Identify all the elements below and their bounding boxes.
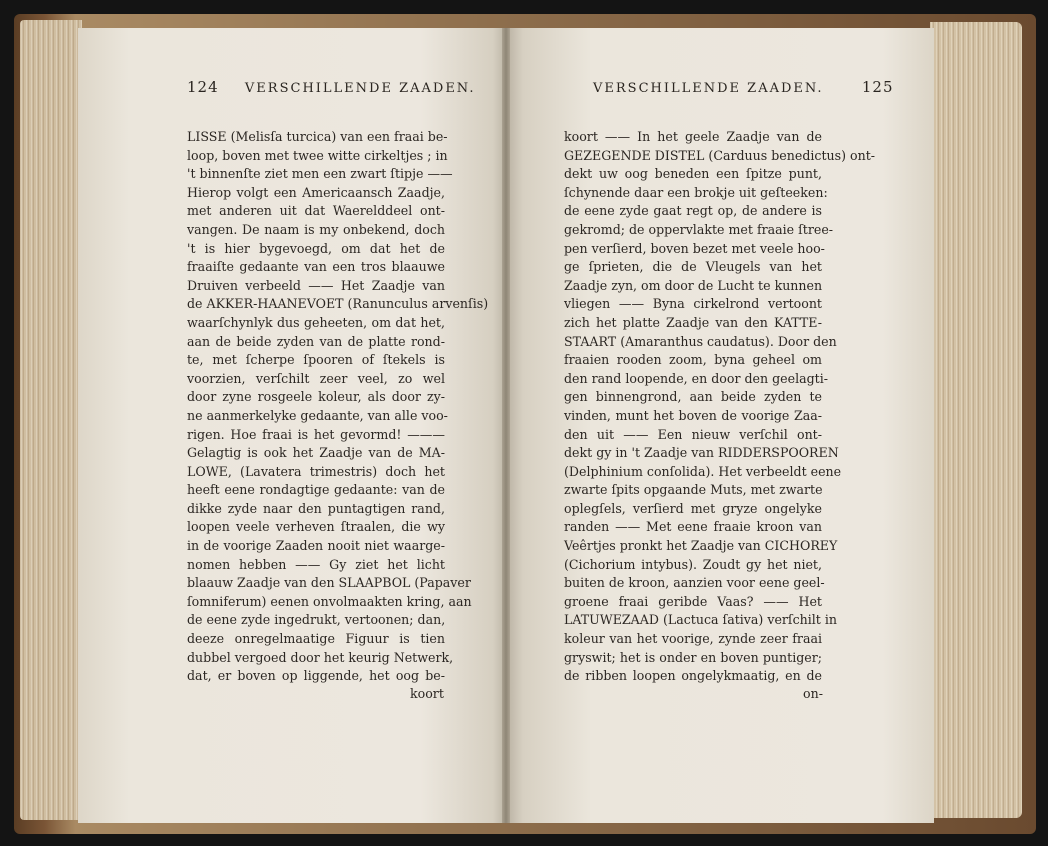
- text-line: loopen veele verheven ſtraalen, die wy: [187, 519, 445, 535]
- text-line: LATUWEZAAD (Lactuca ſativa) verſchilt in: [564, 612, 838, 628]
- text-line: met anderen uit dat Waerelddeel ont-: [187, 203, 445, 219]
- text-line: Druiven verbeeld —— Het Zaadje van: [187, 277, 445, 293]
- text-line: te, met ſcherpe ſpooren of ſtekels is: [187, 352, 445, 368]
- left-catchword: koort: [410, 686, 444, 701]
- text-line: voorzien, verſchilt zeer veel, zo wel: [187, 370, 445, 386]
- text-line: Gelagtig is ook het Zaadje van de MA-: [187, 445, 445, 461]
- text-line: ne aanmerkelyke gedaante, van alle voo-: [187, 407, 448, 423]
- text-line: heeft eene rondagtige gedaante: van de: [187, 482, 445, 498]
- left-bleed-signature: [192, 634, 194, 644]
- text-line: fraaien rooden zoom, byna geheel om: [564, 352, 822, 368]
- text-line: (Cichorium intybus). Zoudt gy het niet,: [564, 556, 822, 572]
- text-line: gryswit; het is onder en boven puntiger;: [564, 649, 822, 665]
- text-line: (Delphinium conſolida). Het verbeeldt eene: [564, 463, 842, 479]
- text-line: 't is hier bygevoegd, om dat het de: [187, 240, 445, 256]
- text-line: vinden, munt het boven de voorige Zaa-: [564, 407, 822, 423]
- text-line: koort —— In het geele Zaadje van de: [564, 129, 822, 144]
- left-running-head: [187, 78, 476, 96]
- right-catchword: on-: [803, 686, 823, 701]
- right-head-title: VERSCHILLENDE ZAADEN.: [593, 81, 824, 96]
- text-line: de ribben loopen ongelykmaatig, en de: [564, 668, 822, 684]
- text-line: gen binnengrond, aan beide zyden te: [564, 389, 822, 405]
- text-line: GEZEGENDE DISTEL (Carduus benedictus) ont-: [564, 147, 876, 163]
- text-line: waarſchynlyk dus geheeten, om dat het,: [187, 314, 445, 330]
- text-line: blaauw Zaadje van den SLAAPBOL (Papaver: [187, 575, 471, 591]
- text-line: ſchynende daar een brokje uit geſteeken:: [564, 184, 828, 200]
- text-line: ge ſprieten, die de Vleugels van het: [564, 259, 822, 275]
- text-line: 't binnenſte ziet men een zwart ſtipje ——: [187, 166, 453, 182]
- text-line: Hierop volgt een Americaansch Zaadje,: [187, 184, 445, 200]
- left-page-text: [187, 128, 489, 686]
- text-line: dubbel vergoed door het keurig Netwerk,: [187, 649, 454, 665]
- left-head-title: VERSCHILLENDE ZAADEN.: [244, 81, 476, 96]
- text-line: zwarte ſpits opgaande Muts, met zwarte: [564, 482, 823, 498]
- book-gutter: [502, 28, 510, 823]
- page-edges-left: [20, 20, 82, 820]
- text-line: de eene zyde gaat regt op, de andere is: [564, 203, 822, 219]
- text-line: dekt gy in 't Zaadje van RIDDERSPOOREN: [564, 445, 839, 461]
- text-line: vangen. De naam is my onbekend, doch: [187, 221, 445, 237]
- text-line: zich het platte Zaadje van den KATTE-: [564, 314, 822, 330]
- text-line: door zyne rosgeele koleur, als door zy-: [187, 389, 445, 405]
- text-line: vliegen —— Byna cirkelrond vertoont: [564, 296, 822, 312]
- text-line: den rand loopende, en door den geelagti-: [564, 370, 829, 386]
- text-line: dat, er boven op liggende, het oog be-: [187, 668, 445, 684]
- text-line: buiten de kroon, aanzien voor eene geel-: [564, 575, 825, 591]
- text-line: loop, boven met twee witte cirkeltjes ; in: [187, 147, 448, 163]
- text-line: rigen. Hoe fraai is het gevormd! ———: [187, 426, 445, 442]
- text-line: deeze onregelmaatige Figuur is tien: [187, 631, 445, 647]
- text-line: LISSE (Melisſa turcica) van een fraai be-: [187, 129, 448, 144]
- text-line: fraaiſte gedaante van een tros blaauwe: [187, 259, 445, 275]
- text-line: Zaadje zyn, om door de Lucht te kunnen: [564, 277, 823, 293]
- text-line: oplegſels, verſierd met gryze ongelyke: [564, 500, 822, 516]
- text-line: den uit —— Een nieuw verſchil ont-: [564, 426, 822, 442]
- text-line: ſomniferum) eenen onvolmaakten kring, aan: [187, 593, 472, 609]
- text-line: randen —— Met eene fraaie kroon van: [564, 519, 822, 535]
- text-line: gekromd; de oppervlakte met fraaie ſtree-: [564, 221, 834, 237]
- text-line: dikke zyde naar den puntagtigen rand,: [187, 500, 445, 516]
- right-page-text: [564, 128, 876, 686]
- right-page-number: 125: [861, 78, 894, 96]
- text-line: Veêrtjes pronkt het Zaadje van CICHOREY: [564, 538, 838, 554]
- text-line: nomen hebben —— Gy ziet het licht: [187, 556, 445, 572]
- text-line: pen verſierd, boven bezet met veele hoo-: [564, 240, 825, 256]
- page-edges-right: [930, 22, 1022, 818]
- text-line: de eene zyde ingedrukt, vertoonen; dan,: [187, 612, 446, 628]
- text-line: groene fraai geribde Vaas? —— Het: [564, 593, 822, 609]
- left-page-number: 124: [187, 78, 219, 96]
- text-line: STAART (Amaranthus caudatus). Door den: [564, 333, 837, 349]
- text-line: in de voorige Zaaden nooit niet waarge-: [187, 538, 445, 554]
- text-line: dekt uw oog beneden een ſpitze punt,: [564, 166, 822, 182]
- text-line: aan de beide zyden van de platte rond-: [187, 333, 445, 349]
- text-line: de AKKER-HAANEVOET (Ranunculus arvenſis): [187, 296, 489, 312]
- text-line: koleur van het voorige, zynde zeer fraai: [564, 631, 822, 647]
- text-line: LOWE, (Lavatera trimestris) doch het: [187, 463, 445, 479]
- right-running-head: [593, 78, 894, 96]
